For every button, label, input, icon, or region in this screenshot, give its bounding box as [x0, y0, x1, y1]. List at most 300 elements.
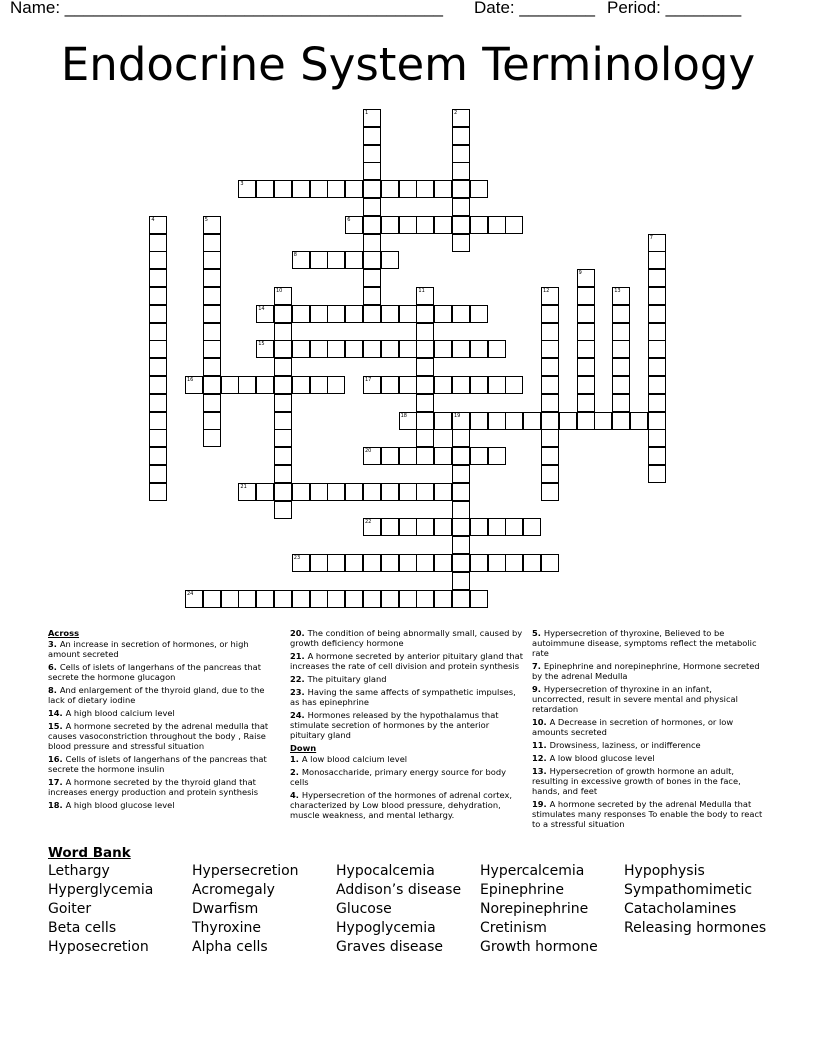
crossword-cell[interactable] [381, 251, 399, 269]
crossword-cell[interactable] [310, 251, 328, 269]
crossword-cell[interactable] [381, 340, 399, 358]
crossword-cell[interactable] [434, 483, 452, 501]
crossword-cell[interactable] [345, 590, 363, 608]
crossword-cell[interactable] [630, 412, 648, 430]
crossword-cell[interactable] [363, 340, 381, 358]
crossword-cell[interactable] [648, 447, 666, 465]
word-bank-term: Epinephrine [480, 882, 564, 898]
crossword-cell[interactable] [149, 287, 167, 305]
crossword-cell[interactable] [541, 340, 559, 358]
crossword-cell[interactable] [577, 412, 595, 430]
crossword-cell[interactable] [399, 180, 417, 198]
crossword-cell[interactable] [310, 376, 328, 394]
crossword-cell[interactable] [505, 376, 523, 394]
crossword-cell[interactable] [149, 412, 167, 430]
crossword-cell[interactable] [363, 145, 381, 163]
clue-text: A high blood calcium level [65, 708, 175, 718]
crossword-cell[interactable] [452, 109, 470, 127]
crossword-cell[interactable] [452, 234, 470, 252]
crossword-cell[interactable] [149, 323, 167, 341]
crossword-cell[interactable] [505, 518, 523, 536]
crossword-cell[interactable] [648, 323, 666, 341]
crossword-cell[interactable] [452, 536, 470, 554]
crossword-cell[interactable] [381, 590, 399, 608]
crossword-cell[interactable] [399, 305, 417, 323]
crossword-cell[interactable] [416, 376, 434, 394]
crossword-cell[interactable] [470, 518, 488, 536]
crossword-cell[interactable] [488, 447, 506, 465]
crossword-cell[interactable] [292, 340, 310, 358]
clue-number: 13 [614, 288, 621, 294]
clue-number: 18. [48, 800, 66, 810]
word-bank-column [192, 862, 299, 957]
clue [290, 687, 525, 707]
crossword-cell[interactable] [452, 483, 470, 501]
crossword-cell[interactable] [470, 305, 488, 323]
crossword-cell[interactable] [274, 465, 292, 483]
crossword-cell[interactable] [541, 305, 559, 323]
crossword-cell[interactable] [434, 590, 452, 608]
crossword-cell[interactable] [381, 305, 399, 323]
crossword-cell[interactable] [149, 465, 167, 483]
clue-number: 5 [204, 216, 208, 223]
crossword-cell[interactable] [399, 554, 417, 572]
crossword-cell[interactable] [470, 376, 488, 394]
crossword-cell[interactable] [648, 251, 666, 269]
clues-column-1 [48, 628, 273, 813]
crossword-cell[interactable] [292, 305, 310, 323]
clue-text: Drowsiness, laziness, or indifference [549, 740, 701, 750]
clue-number: 24 [187, 590, 194, 597]
clue-number: 21. [290, 651, 308, 661]
crossword-cell[interactable] [363, 216, 381, 234]
clue-text: A hormone secreted by the thyroid gland that increases energy production and protein synthesis [48, 777, 259, 797]
crossword-cell[interactable] [541, 447, 559, 465]
crossword-cell[interactable] [434, 412, 452, 430]
crossword-cell[interactable] [416, 287, 434, 305]
crossword-cell[interactable] [452, 216, 470, 234]
crossword-cell[interactable] [648, 412, 666, 430]
crossword-cell[interactable] [488, 340, 506, 358]
crossword-cell[interactable] [488, 554, 506, 572]
crossword-cell[interactable] [434, 180, 452, 198]
clue [532, 628, 764, 658]
crossword-cell[interactable] [274, 501, 292, 519]
crossword-cell[interactable] [612, 323, 630, 341]
crossword-cell[interactable] [238, 483, 256, 501]
crossword-cell[interactable] [505, 412, 523, 430]
crossword-cell[interactable] [292, 180, 310, 198]
crossword-cell[interactable] [381, 447, 399, 465]
clue [290, 651, 525, 671]
crossword-cell[interactable] [612, 305, 630, 323]
crossword-cell[interactable] [577, 376, 595, 394]
crossword-cell[interactable] [541, 483, 559, 501]
crossword-cell[interactable] [203, 234, 221, 252]
crossword-cell[interactable] [149, 483, 167, 501]
crossword-cell[interactable] [541, 412, 559, 430]
crossword-cell[interactable] [416, 590, 434, 608]
crossword-cell[interactable] [274, 323, 292, 341]
crossword-cell[interactable] [310, 340, 328, 358]
crossword-cell[interactable] [274, 180, 292, 198]
crossword-cell[interactable] [523, 518, 541, 536]
crossword-cell[interactable] [203, 287, 221, 305]
crossword-cell[interactable] [648, 305, 666, 323]
clue-text: Hypersecretion of thyroxine in an infant, uncorrected, result in severe mental and physical retardation [532, 684, 738, 714]
crossword-cell[interactable] [363, 251, 381, 269]
crossword-cell[interactable] [416, 340, 434, 358]
crossword-cell[interactable] [363, 180, 381, 198]
crossword-cell[interactable] [452, 429, 470, 447]
crossword-cell[interactable] [274, 358, 292, 376]
crossword-cell[interactable] [612, 358, 630, 376]
crossword-cell[interactable] [363, 109, 381, 127]
crossword-cell[interactable] [577, 305, 595, 323]
crossword-cell[interactable] [238, 590, 256, 608]
crossword-cell[interactable] [363, 127, 381, 145]
crossword-cell[interactable] [310, 305, 328, 323]
crossword-cell[interactable] [363, 198, 381, 216]
crossword-cell[interactable] [505, 554, 523, 572]
crossword-cell[interactable] [274, 447, 292, 465]
crossword-cell[interactable] [452, 127, 470, 145]
crossword-cell[interactable] [149, 447, 167, 465]
crossword-cell[interactable] [203, 216, 221, 234]
crossword-cell[interactable] [256, 180, 274, 198]
crossword-cell[interactable] [292, 376, 310, 394]
crossword-cell[interactable] [149, 358, 167, 376]
crossword-cell[interactable] [452, 501, 470, 519]
crossword-cell[interactable] [363, 234, 381, 252]
crossword-cell[interactable] [345, 216, 363, 234]
crossword-cell[interactable] [452, 145, 470, 163]
crossword-cell[interactable] [221, 590, 239, 608]
crossword-cell[interactable] [381, 554, 399, 572]
crossword-cell[interactable] [203, 340, 221, 358]
crossword-cell[interactable] [310, 554, 328, 572]
crossword-cell[interactable] [256, 305, 274, 323]
crossword-cell[interactable] [648, 394, 666, 412]
crossword-cell[interactable] [648, 269, 666, 287]
crossword-cell[interactable] [559, 412, 577, 430]
crossword-cell[interactable] [523, 554, 541, 572]
crossword-cell[interactable] [381, 180, 399, 198]
clue-number: 23 [293, 555, 301, 561]
crossword-cell[interactable] [203, 358, 221, 376]
crossword-cell[interactable] [256, 376, 274, 394]
clue-number: 1. [290, 754, 302, 764]
clue-text: An increase in secretion of hormones, or high amount secreted [48, 639, 249, 659]
clue-text: And enlargement of the thyroid gland, due to the lack of dietary iodine [48, 685, 265, 705]
clue-number: 22. [290, 674, 308, 684]
crossword-cell[interactable] [577, 394, 595, 412]
crossword-cell[interactable] [149, 251, 167, 269]
crossword-cell[interactable] [434, 340, 452, 358]
word-bank-term: Releasing hormones [624, 920, 767, 936]
crossword-cell[interactable] [203, 394, 221, 412]
crossword-cell[interactable] [274, 483, 292, 501]
clue [48, 639, 273, 659]
crossword-cell[interactable] [648, 287, 666, 305]
crossword-cell[interactable] [327, 554, 345, 572]
crossword-cell[interactable] [399, 447, 417, 465]
crossword-cell[interactable] [470, 340, 488, 358]
period-field[interactable]: Period: ________ [607, 0, 742, 17]
crossword-cell[interactable] [292, 554, 310, 572]
crossword-cell[interactable] [256, 590, 274, 608]
crossword-cell[interactable] [577, 269, 595, 287]
crossword-cell[interactable] [416, 483, 434, 501]
clue [48, 685, 273, 705]
crossword-cell[interactable] [470, 590, 488, 608]
word-bank-term: Norepinephrine [480, 901, 589, 917]
crossword-cell[interactable] [149, 269, 167, 287]
crossword-cell[interactable] [203, 323, 221, 341]
word-bank-term: Hyperglycemia [48, 882, 154, 898]
clue [532, 661, 764, 681]
crossword-cell[interactable] [274, 287, 292, 305]
crossword-cell[interactable] [416, 447, 434, 465]
crossword-cell[interactable] [416, 394, 434, 412]
crossword-cell[interactable] [345, 180, 363, 198]
clue-number: 20. [290, 628, 308, 638]
clue [48, 754, 273, 774]
crossword-cell[interactable] [238, 376, 256, 394]
crossword-cell[interactable] [149, 340, 167, 358]
crossword-cell[interactable] [452, 340, 470, 358]
crossword-cell[interactable] [470, 216, 488, 234]
crossword-cell[interactable] [399, 412, 417, 430]
crossword-cell[interactable] [363, 590, 381, 608]
crossword-cell[interactable] [381, 483, 399, 501]
crossword-cell[interactable] [434, 216, 452, 234]
crossword-cell[interactable] [238, 180, 256, 198]
crossword-cell[interactable] [274, 340, 292, 358]
crossword-cell[interactable] [541, 429, 559, 447]
clue-number: 7 [649, 234, 653, 241]
crossword-cell[interactable] [434, 554, 452, 572]
crossword-cell[interactable] [381, 216, 399, 234]
crossword-cell[interactable] [274, 394, 292, 412]
crossword-cell[interactable] [327, 376, 345, 394]
crossword-cell[interactable] [541, 465, 559, 483]
crossword-cell[interactable] [310, 590, 328, 608]
word-bank-title: Word Bank [48, 845, 131, 861]
clue-number: 14 [258, 305, 265, 312]
crossword-cell[interactable] [203, 251, 221, 269]
crossword-cell[interactable] [149, 305, 167, 323]
crossword-cell[interactable] [256, 483, 274, 501]
crossword-cell[interactable] [399, 340, 417, 358]
crossword-cell[interactable] [363, 376, 381, 394]
crossword-cell[interactable] [203, 376, 221, 394]
crossword-cell[interactable] [327, 305, 345, 323]
crossword-cell[interactable] [434, 305, 452, 323]
crossword-cell[interactable] [452, 465, 470, 483]
crossword-cell[interactable] [399, 376, 417, 394]
crossword-cell[interactable] [203, 412, 221, 430]
crossword-cell[interactable] [416, 305, 434, 323]
crossword-cell[interactable] [488, 518, 506, 536]
crossword-cell[interactable] [452, 305, 470, 323]
crossword-cell[interactable] [470, 447, 488, 465]
crossword-cell[interactable] [203, 590, 221, 608]
crossword-cell[interactable] [149, 376, 167, 394]
clue-text: A low blood calcium level [301, 754, 408, 764]
clue [48, 721, 273, 751]
clue-number: 20 [365, 448, 372, 455]
crossword-cell[interactable] [416, 323, 434, 341]
crossword-cell[interactable] [452, 162, 470, 180]
crossword-cell[interactable] [363, 518, 381, 536]
crossword-cell[interactable] [345, 251, 363, 269]
crossword-cell[interactable] [149, 234, 167, 252]
crossword-cell[interactable] [310, 180, 328, 198]
crossword-cell[interactable] [399, 216, 417, 234]
crossword-cell[interactable] [541, 376, 559, 394]
crossword-cell[interactable] [577, 287, 595, 305]
across-heading: Across [48, 628, 80, 638]
crossword-cell[interactable] [648, 429, 666, 447]
crossword-cell[interactable] [648, 358, 666, 376]
crossword-cell[interactable] [327, 251, 345, 269]
crossword-cell[interactable] [345, 340, 363, 358]
crossword-cell[interactable] [274, 412, 292, 430]
crossword-cell[interactable] [488, 216, 506, 234]
crossword-cell[interactable] [292, 590, 310, 608]
crossword-cell[interactable] [612, 376, 630, 394]
clue-text: Hypersecretion of the hormones of adrenal cortex, characterized by Low blood pressure, dehydration, muscle weakness, and mental lethargy. [290, 790, 512, 820]
crossword-cell[interactable] [541, 394, 559, 412]
crossword-cell[interactable] [452, 447, 470, 465]
crossword-cell[interactable] [363, 269, 381, 287]
crossword-cell[interactable] [203, 305, 221, 323]
crossword-cell[interactable] [203, 269, 221, 287]
crossword-cell[interactable] [577, 340, 595, 358]
crossword-cell[interactable] [416, 554, 434, 572]
crossword-cell[interactable] [292, 483, 310, 501]
crossword-cell[interactable] [612, 394, 630, 412]
crossword-cell[interactable] [149, 216, 167, 234]
crossword-cell[interactable] [149, 429, 167, 447]
date-field[interactable]: Date: ________ [474, 0, 595, 17]
crossword-cell[interactable] [274, 590, 292, 608]
crossword-cell[interactable] [345, 305, 363, 323]
crossword-cell[interactable] [541, 323, 559, 341]
name-field[interactable]: Name: ________________________________________ [10, 0, 443, 17]
crossword-cell[interactable] [363, 447, 381, 465]
crossword-cell[interactable] [363, 305, 381, 323]
crossword-cell[interactable] [399, 518, 417, 536]
crossword-cell[interactable] [345, 554, 363, 572]
crossword-cell[interactable] [541, 358, 559, 376]
crossword-cell[interactable] [327, 180, 345, 198]
crossword-cell[interactable] [363, 554, 381, 572]
crossword-cell[interactable] [381, 518, 399, 536]
crossword-cell[interactable] [203, 429, 221, 447]
crossword-cell[interactable] [541, 287, 559, 305]
crossword-cell[interactable] [416, 216, 434, 234]
crossword-cell[interactable] [577, 323, 595, 341]
crossword-cell[interactable] [470, 554, 488, 572]
crossword-cell[interactable] [274, 376, 292, 394]
crossword-cell[interactable] [381, 376, 399, 394]
crossword-cell[interactable] [327, 590, 345, 608]
crossword-cell[interactable] [221, 376, 239, 394]
crossword-cell[interactable] [452, 376, 470, 394]
crossword-cell[interactable] [185, 590, 203, 608]
clue [532, 753, 764, 763]
crossword-cell[interactable] [488, 412, 506, 430]
crossword-cell[interactable] [363, 483, 381, 501]
crossword-cell[interactable] [648, 234, 666, 252]
crossword-cell[interactable] [612, 340, 630, 358]
crossword-cell[interactable] [452, 554, 470, 572]
crossword-cell[interactable] [648, 465, 666, 483]
crossword-cell[interactable] [434, 518, 452, 536]
crossword-cell[interactable] [399, 590, 417, 608]
crossword-cell[interactable] [416, 412, 434, 430]
crossword-cell[interactable] [185, 376, 203, 394]
crossword-cell[interactable] [327, 483, 345, 501]
crossword-cell[interactable] [452, 590, 470, 608]
crossword-cell[interactable] [310, 483, 328, 501]
crossword-cell[interactable] [434, 447, 452, 465]
crossword-cell[interactable] [149, 394, 167, 412]
word-bank-term: Beta cells [48, 920, 117, 936]
crossword-cell[interactable] [416, 358, 434, 376]
clue-number: 2 [454, 110, 458, 116]
crossword-cell[interactable] [327, 340, 345, 358]
crossword-cell[interactable] [612, 412, 630, 430]
crossword-cell[interactable] [256, 340, 274, 358]
crossword-cell[interactable] [470, 412, 488, 430]
clue-number: 18 [400, 412, 407, 419]
crossword-cell[interactable] [648, 376, 666, 394]
crossword-cell[interactable] [434, 376, 452, 394]
page-title: Endocrine System Terminology [60, 38, 756, 91]
crossword-cell[interactable] [274, 305, 292, 323]
crossword-cell[interactable] [648, 340, 666, 358]
crossword-cell[interactable] [399, 483, 417, 501]
crossword-cell[interactable] [452, 518, 470, 536]
crossword-cell[interactable] [488, 376, 506, 394]
crossword-cell[interactable] [452, 412, 470, 430]
crossword-cell[interactable] [363, 162, 381, 180]
crossword-cell[interactable] [416, 180, 434, 198]
crossword-cell[interactable] [345, 483, 363, 501]
crossword-cell[interactable] [452, 198, 470, 216]
crossword-cell[interactable] [577, 358, 595, 376]
crossword-cell[interactable] [452, 180, 470, 198]
crossword-cell[interactable] [292, 251, 310, 269]
clue [532, 717, 764, 737]
clue [290, 767, 525, 787]
crossword-cell[interactable] [470, 180, 488, 198]
crossword-cell[interactable] [274, 429, 292, 447]
crossword-cell[interactable] [452, 572, 470, 590]
crossword-cell[interactable] [594, 412, 612, 430]
crossword-cell[interactable] [416, 518, 434, 536]
crossword-cell[interactable] [541, 554, 559, 572]
crossword-cell[interactable] [505, 216, 523, 234]
clue-number: 3. [48, 639, 60, 649]
crossword-cell[interactable] [523, 412, 541, 430]
crossword-cell[interactable] [612, 287, 630, 305]
crossword-cell[interactable] [416, 429, 434, 447]
crossword-cell[interactable] [363, 287, 381, 305]
